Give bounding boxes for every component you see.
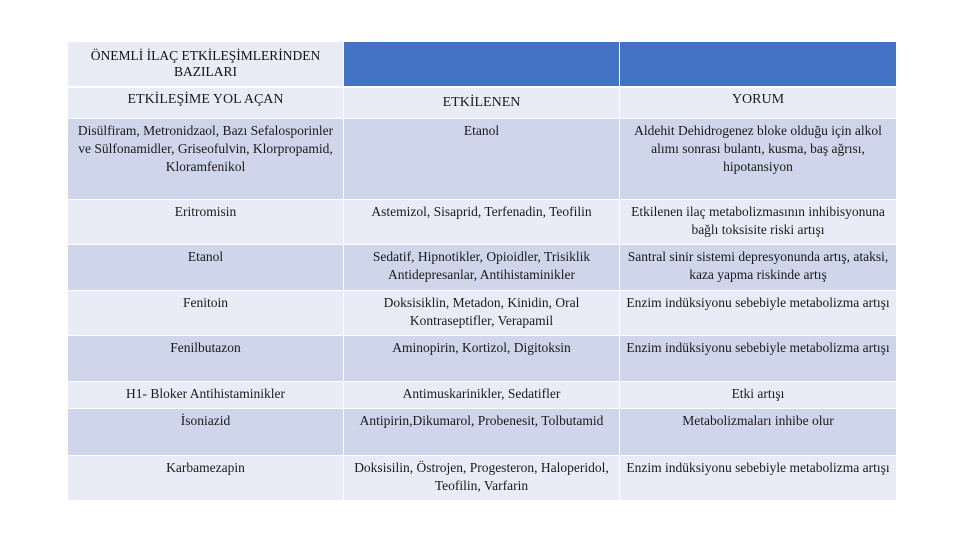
table-row xyxy=(68,245,897,291)
table-row xyxy=(68,119,897,200)
cell-cause: Fenitoin xyxy=(68,291,344,336)
cell-cause: Karbamezapin xyxy=(68,456,344,501)
table-row xyxy=(68,291,897,336)
cell-affected: Doksisiklin, Metadon, Kinidin, Oral Kontraseptifler, Verapamil xyxy=(344,291,620,336)
cell-comment: Santral sinir sistemi depresyonunda artış, ataksi, kaza yapma riskinde artış xyxy=(620,245,897,291)
header-cause: ETKİLEŞİME YOL AÇAN xyxy=(68,87,344,119)
cell-comment: Metabolizmaları inhibe olur xyxy=(620,409,897,456)
cell-affected: Astemizol, Sisaprid, Terfenadin, Teofilin xyxy=(344,200,620,245)
cell-cause: Disülfiram, Metronidzaol, Bazı Sefalosporinler ve Sülfonamidler, Griseofulvin, Klorpropamid, Kloramfenikol xyxy=(68,119,344,200)
drug-interaction-table xyxy=(67,41,897,501)
cell-affected: Antimuskarinikler, Sedatifler xyxy=(344,382,620,409)
cell-comment: Etkilenen ilaç metabolizmasının inhibisyonuna bağlı toksisite riski artışı xyxy=(620,200,897,245)
cell-comment: Enzim indüksiyonu sebebiyle metabolizma artışı xyxy=(620,456,897,501)
table-row xyxy=(68,336,897,382)
cell-comment: Enzim indüksiyonu sebebiyle metabolizma artışı xyxy=(620,336,897,382)
cell-comment: Enzim indüksiyonu sebebiyle metabolizma artışı xyxy=(620,291,897,336)
header-comment: YORUM xyxy=(620,87,897,119)
cell-comment: Aldehit Dehidrogenez bloke olduğu için alkol alımı sonrası bulantı, kusma, baş ağrısı, hipotansiyon xyxy=(620,119,897,200)
cell-cause: Etanol xyxy=(68,245,344,291)
table-header-row xyxy=(68,87,897,119)
cell-affected: Sedatif, Hipnotikler, Opioidler, Trisiklik Antidepresanlar, Antihistaminikler xyxy=(344,245,620,291)
cell-affected: Doksisilin, Östrojen, Progesteron, Haloperidol, Teofilin, Varfarin xyxy=(344,456,620,501)
cell-cause: H1- Bloker Antihistaminikler xyxy=(68,382,344,409)
table-row xyxy=(68,200,897,245)
title-filler-cell xyxy=(344,42,620,87)
table-title-row xyxy=(68,42,897,87)
table-row xyxy=(68,409,897,456)
cell-affected: Antipirin,Dikumarol, Probenesit, Tolbutamid xyxy=(344,409,620,456)
cell-comment: Etki artışı xyxy=(620,382,897,409)
table-row xyxy=(68,456,897,501)
table-title: ÖNEMLİ İLAÇ ETKİLEŞİMLERİNDEN BAZILARI xyxy=(68,42,344,87)
title-filler-cell xyxy=(620,42,897,87)
header-affected: ETKİLENEN xyxy=(344,87,620,119)
cell-cause: İsoniazid xyxy=(68,409,344,456)
cell-cause: Eritromisin xyxy=(68,200,344,245)
cell-cause: Fenilbutazon xyxy=(68,336,344,382)
cell-affected: Aminopirin, Kortizol, Digitoksin xyxy=(344,336,620,382)
cell-affected: Etanol xyxy=(344,119,620,200)
table-row xyxy=(68,382,897,409)
